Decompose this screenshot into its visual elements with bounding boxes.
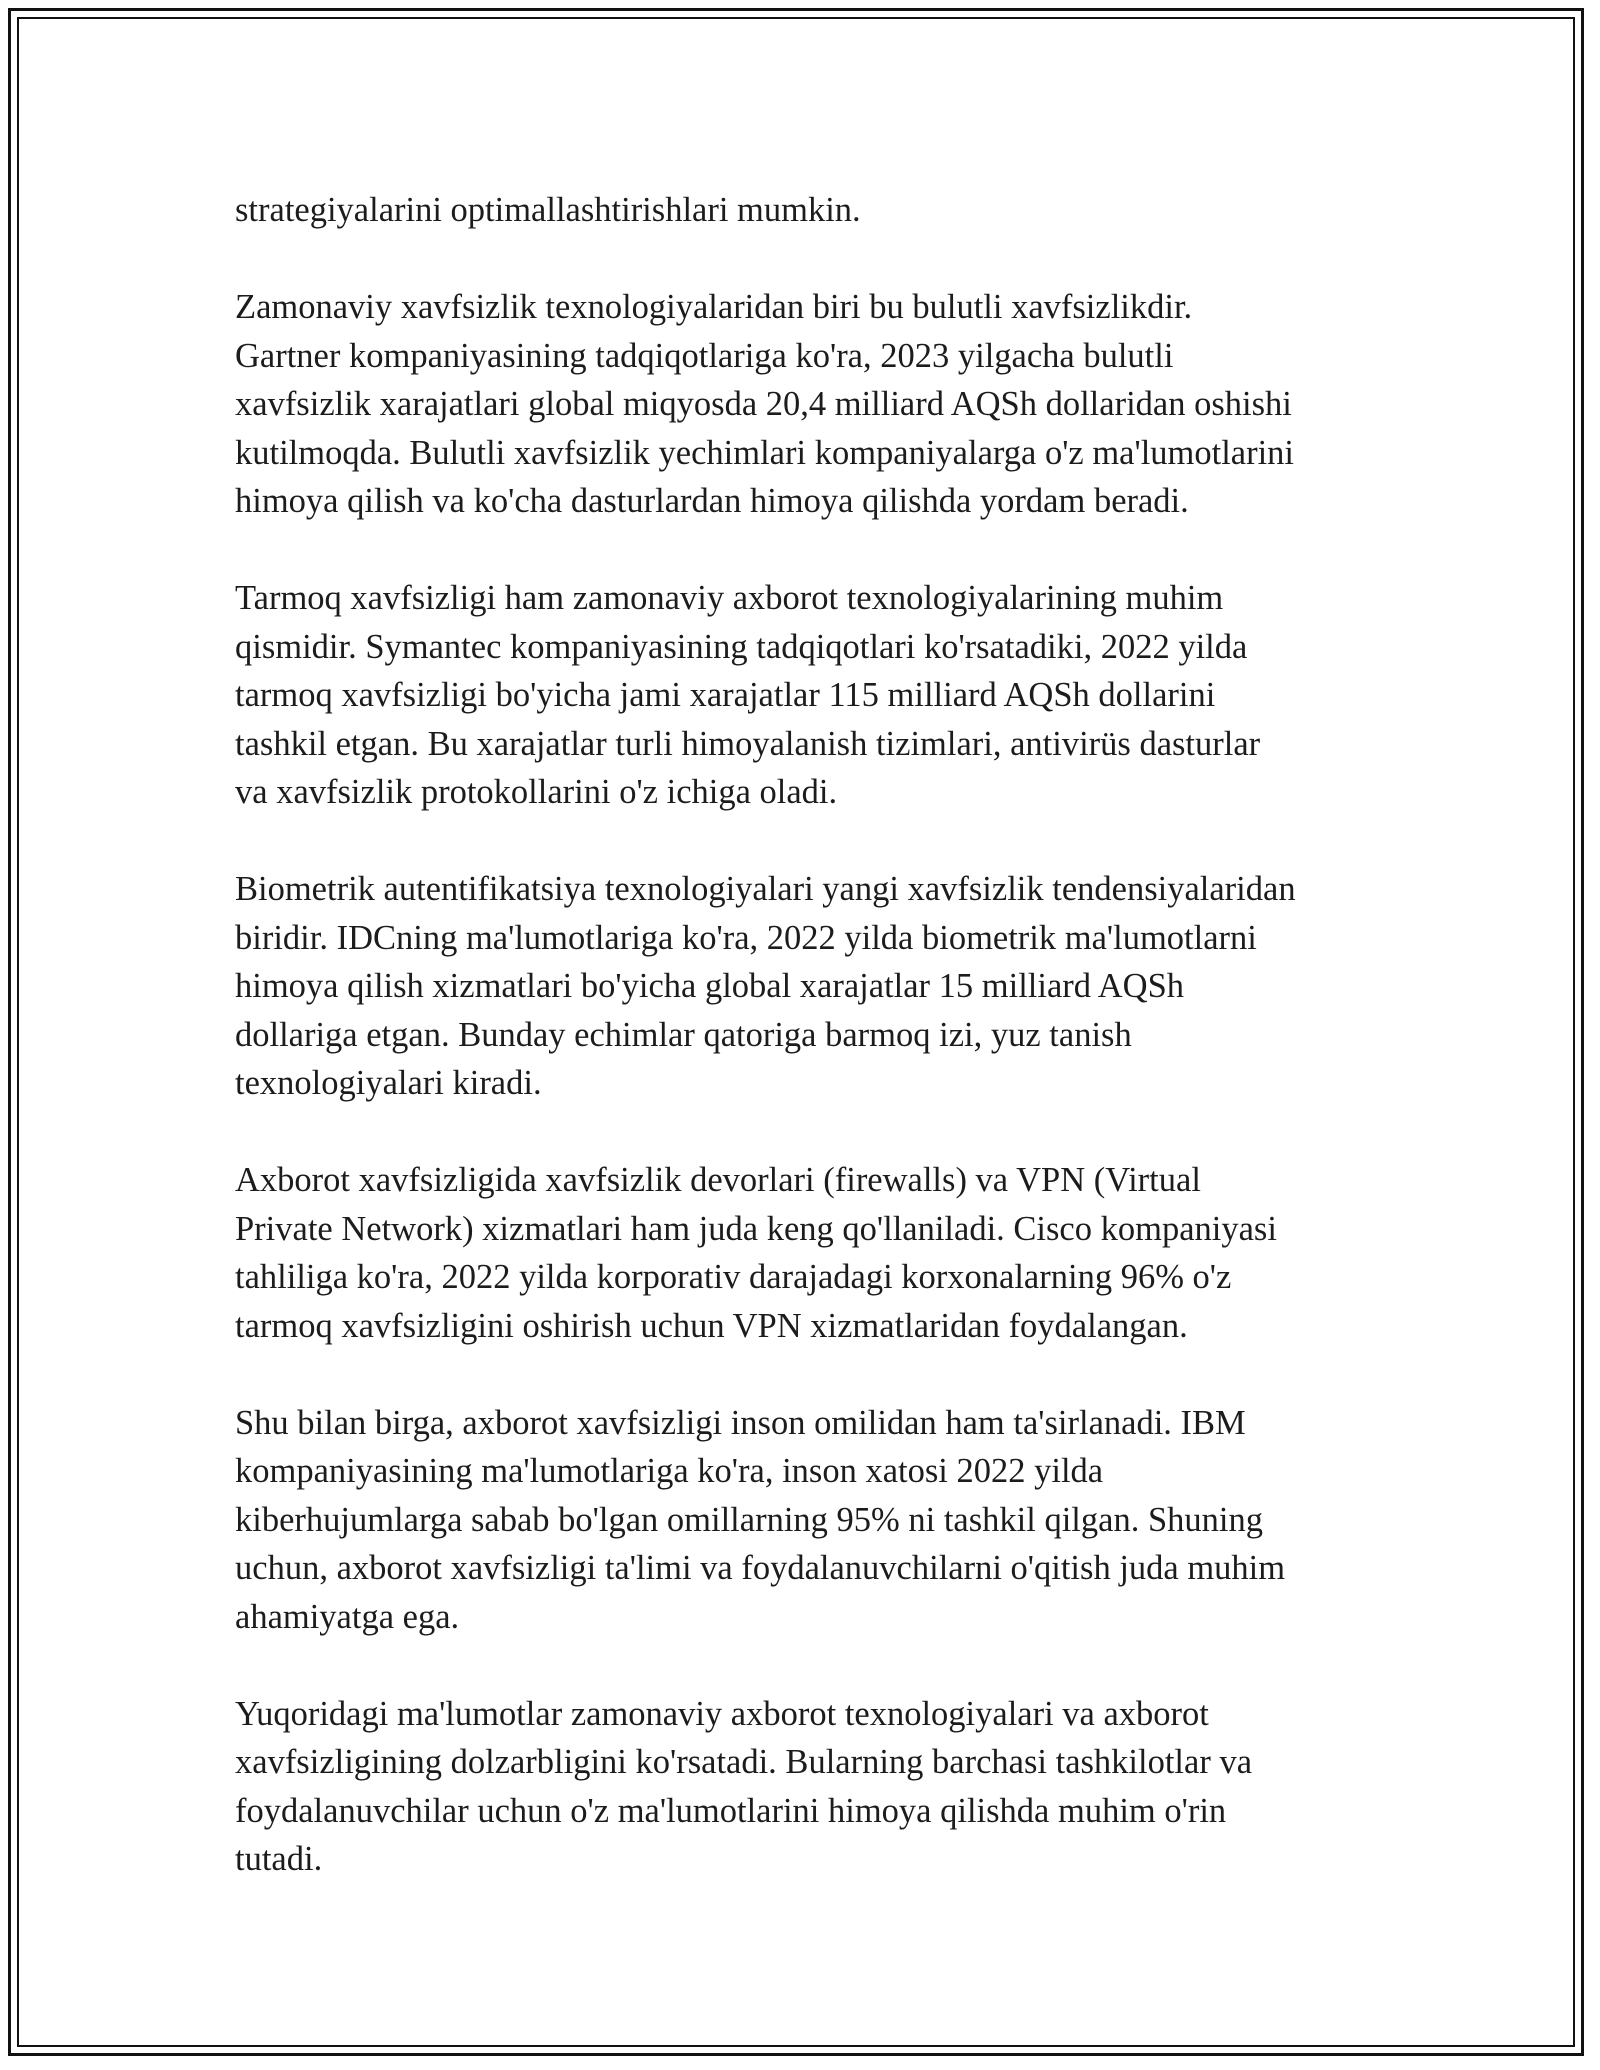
paragraph-3 <box>235 574 1385 817</box>
paragraph-7 <box>235 1690 1385 1884</box>
text-line: tahliliga ko'ra, 2022 yilda korporativ darajadagi korxonalarning 96% o'z <box>235 1258 1232 1296</box>
paragraph-2 <box>235 283 1385 526</box>
text-line: himoya qilish va ko'cha dasturlardan himoya qilishda yordam beradi. <box>235 482 1189 520</box>
text-line: tarmoq xavfsizligini oshirish uchun VPN xizmatlaridan foydalangan. <box>235 1306 1188 1345</box>
text-line: qismidir. Symantec kompaniyasining tadqiqotlari ko'rsatadiki, 2022 yilda <box>235 627 1248 666</box>
text-line: texnologiyalari kiradi. <box>235 1064 542 1102</box>
text-line: kutilmoqda. Bulutli xavfsizlik yechimlari kompaniyalarga o'z ma'lumotlarini <box>235 433 1295 472</box>
text-line: kompaniyasining ma'lumotlariga ko'ra, inson xatosi 2022 yilda <box>235 1452 1104 1490</box>
text-line: Shu bilan birga, axborot xavfsizligi inson omilidan ham ta'sirlanadi. IBM <box>235 1403 1246 1442</box>
text-line: Private Network) xizmatlari ham juda keng qo'llaniladi. Cisco kompaniyasi <box>235 1209 1277 1248</box>
text-line: himoya qilish xizmatlari bo'yicha global xarajatlar 15 milliard AQSh <box>235 967 1185 1005</box>
paragraph-1 <box>235 186 1385 235</box>
text-line: uchun, axborot xavfsizligi ta'limi va foydalanuvchilarni o'qitish juda muhim <box>235 1549 1286 1587</box>
paragraph-4 <box>235 865 1385 1108</box>
text-line: xavfsizligining dolzarbligini ko'rsatadi. Bularning barchasi tashkilotlar va <box>235 1743 1253 1781</box>
text-line: kiberhujumlarga sabab bo'lgan omillarning 95% ni tashkil qilgan. Shuning <box>235 1500 1263 1539</box>
document-body <box>235 186 1385 1884</box>
text-line: Tarmoq xavfsizligi ham zamonaviy axborot texnologiyalarining muhim <box>235 579 1224 617</box>
paragraph-6 <box>235 1399 1385 1642</box>
text-line: tarmoq xavfsizligi bo'yicha jami xarajatlar 115 milliard AQSh dollarini <box>235 676 1216 714</box>
paragraph-5 <box>235 1156 1385 1350</box>
text-line: xavfsizlik xarajatlari global miqyosda 20,4 milliard AQSh dollaridan oshishi <box>235 385 1292 423</box>
text-line: Gartner kompaniyasining tadqiqotlariga ko'ra, 2023 yilgacha bulutli <box>235 336 1174 375</box>
text-line: Biometrik autentifikatsiya texnologiyalari yangi xavfsizlik tendensiyalaridan <box>235 870 1296 908</box>
text-line: Yuqoridagi ma'lumotlar zamonaviy axborot texnologiyalari va axborot <box>235 1694 1209 1733</box>
text-line: Zamonaviy xavfsizlik texnologiyalaridan biri bu bulutli xavfsizlikdir. <box>235 288 1193 326</box>
text-line: biridir. IDCning ma'lumotlariga ko'ra, 2022 yilda biometrik ma'lumotlarni <box>235 918 1257 957</box>
text-line: foydalanuvchilar uchun o'z ma'lumotlarini himoya qilishda muhim o'rin <box>235 1791 1227 1830</box>
text-line: strategiyalarini optimallashtirishlari mumkin. <box>235 191 861 229</box>
text-line: va xavfsizlik protokollarini o'z ichiga oladi. <box>235 773 838 811</box>
text-line: ahamiyatga ega. <box>235 1597 460 1636</box>
text-line: dollariga etgan. Bunday echimlar qatoriga barmoq izi, yuz tanish <box>235 1015 1132 1054</box>
text-line: tashkil etgan. Bu xarajatlar turli himoyalanish tizimlari, antivirüs dasturlar <box>235 724 1261 763</box>
text-line: Axborot xavfsizligida xavfsizlik devorlari (firewalls) va VPN (Virtual <box>235 1161 1201 1199</box>
text-line: tutadi. <box>235 1840 323 1878</box>
